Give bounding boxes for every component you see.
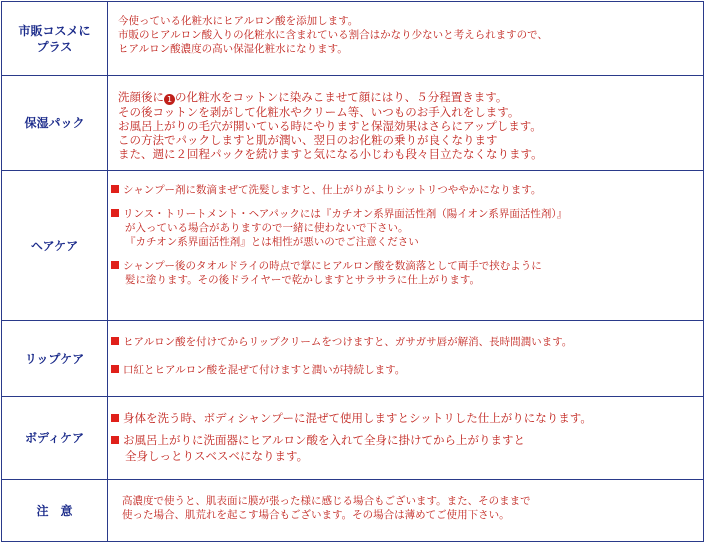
list-item [111, 410, 703, 426]
list-item [111, 183, 703, 197]
text-line: ヒアルロン酸濃度の高い保湿化粧水になります。 [118, 43, 348, 55]
row-label-text: リップケア [24, 351, 85, 366]
table-row [2, 321, 703, 397]
text-line: 市販のヒアルロン酸入りの化粧水に含まれている割合はかなり少ないと考えられますので、 [118, 29, 548, 41]
list-item [111, 363, 703, 377]
row-label-caution [2, 480, 108, 541]
row-label-hair [2, 171, 108, 320]
bullet-icon [111, 209, 119, 217]
table-row [2, 171, 703, 321]
usage-table [1, 1, 704, 542]
text-fragment: の化粧水をコットンに染みこませて顔にはり、５分程置きます。 [175, 90, 508, 104]
number-one-icon: 1 [164, 94, 175, 105]
text-line: また、週に２回程パックを続けますと気になる小じわも段々目立たなくなります。 [118, 147, 543, 161]
text-line: お風呂上がりの毛穴が開いている時にやりますと保湿効果はさらにアップします。 [118, 119, 542, 133]
row-label-lip [2, 321, 108, 396]
text-fragment: シャンプー後のタオルドライの時点で掌にヒアルロン酸を数滴落として両手で挟むように [123, 260, 542, 272]
text-fragment: 口紅とヒアルロン酸を混ぜて付けますと潤いが持続します。 [123, 364, 406, 376]
text-line: 『カチオン系界面活性剤』とは相性が悪いのでご注意ください [125, 236, 419, 248]
text-line [118, 89, 703, 105]
text-fragment: お風呂上がりに洗面器にヒアルロン酸を入れて全身に掛けてから上がりますと [123, 433, 526, 447]
list-item [111, 432, 703, 448]
row-label-text: ヘアケア [30, 238, 79, 253]
text-line: 髪に塗ります。その後ドライヤーで乾かしますとサラサラに仕上がります。 [125, 274, 481, 286]
text-line: 高濃度で使うと、肌表面に膜が張った様に感じる場合もございます。また、そのままで [122, 495, 531, 507]
row-label-text: ボディケア [24, 431, 85, 445]
row-label-cosme [2, 2, 108, 75]
text-fragment: ヒアルロン酸を付けてからリップクリームをつけますと、ガサガサ唇が解消、長時間潤います。 [123, 336, 573, 348]
bullet-icon [111, 261, 119, 269]
row-content-lip [108, 321, 703, 396]
text-fragment: 身体を洗う時、ボディシャンプーに混ぜて使用しますとシットリした仕上がりになります。 [123, 411, 592, 425]
list-item [111, 335, 703, 349]
table-row [2, 397, 703, 480]
bullet-icon [111, 414, 119, 422]
text-line: が入っている場合がありますので一緒に使わないで下さい。 [125, 222, 409, 234]
row-content-hair [108, 171, 703, 320]
text-line: その後コットンを剥がして化粧水やクリーム等、いつものお手入れをします。 [118, 105, 520, 119]
row-label-pack [2, 76, 108, 170]
row-label-body [2, 397, 108, 479]
row-label-text: 注 意 [36, 503, 73, 518]
row-content-caution [108, 480, 703, 541]
text-line: 使った場合、肌荒れを起こす場合もございます。その場合は薄めてご使用下さい。 [122, 509, 510, 521]
row-label-text: 保湿パック [24, 116, 85, 130]
list-item [111, 259, 703, 273]
bullet-icon [111, 337, 119, 345]
bullet-icon [111, 365, 119, 373]
row-content-cosme [108, 2, 703, 75]
text-line: この方法でパックしますと肌が潤い、翌日のお化粧の乗りが良くなります [118, 133, 498, 147]
text-line: 全身しっとりスベスベになります。 [125, 449, 309, 463]
text-line: 今使っている化粧水にヒアルロン酸を添加します。 [118, 15, 359, 27]
bullet-icon [111, 436, 119, 444]
row-label-text: 市販コスメに プラス [18, 23, 91, 54]
table-row [2, 2, 703, 76]
bullet-icon [111, 185, 119, 193]
table-row [2, 76, 703, 171]
text-fragment: リンス・トリートメント・ヘアパックには『カチオン系界面活性剤（陽イオン系界面活性剤）』 [123, 208, 568, 220]
list-item [111, 207, 703, 221]
row-content-body [108, 397, 703, 479]
text-fragment: 洗顔後に [118, 90, 164, 104]
table-row [2, 480, 703, 541]
text-fragment: シャンプー剤に数滴まぜて洗髪しますと、仕上がりがよりシットリつややかになります。 [123, 184, 542, 196]
row-content-pack [108, 76, 703, 170]
